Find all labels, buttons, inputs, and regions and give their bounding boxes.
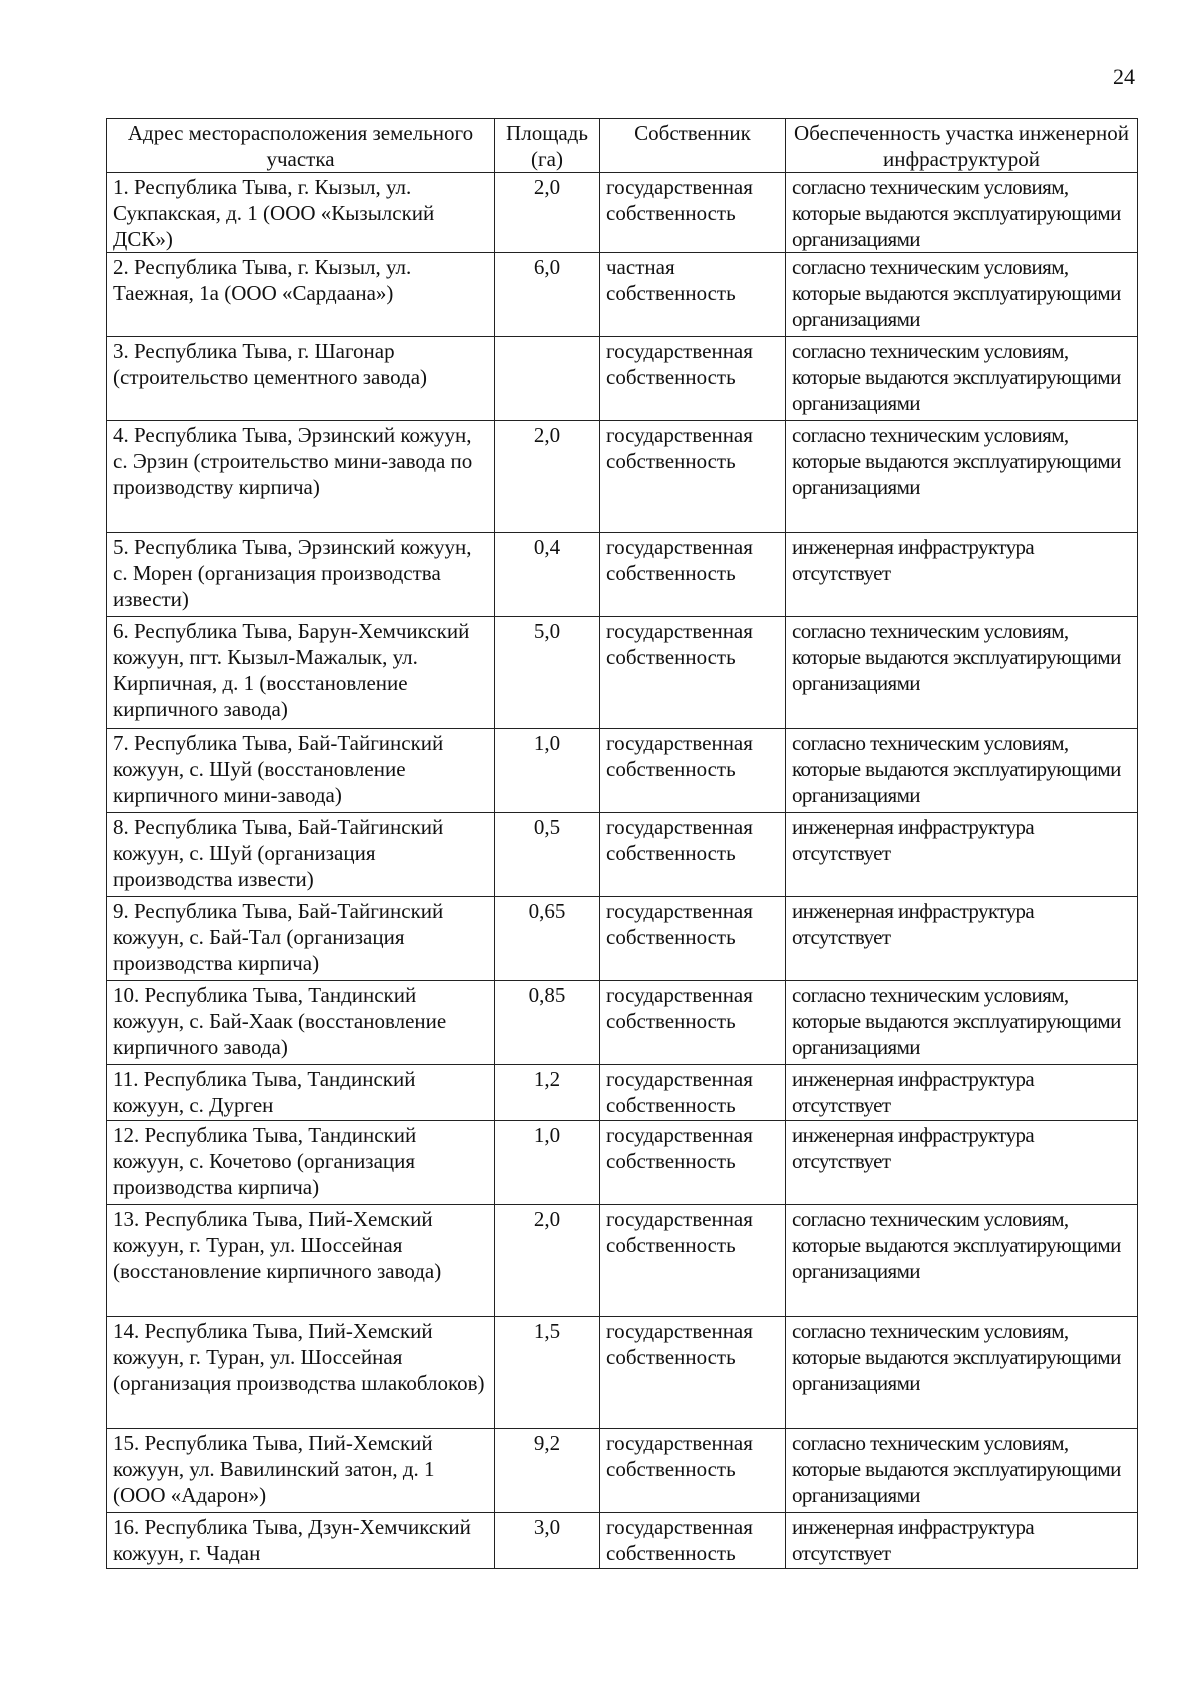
- infrastructure-cell: согласно техническим условиям, которые выдаются эксплуатирующими организациями: [786, 337, 1138, 421]
- land-plots-table: [106, 118, 1138, 1569]
- address-cell: 5. Республика Тыва, Эрзинский кожуун, с. Морен (организация производства извести): [107, 533, 495, 617]
- area-cell: 1,5: [495, 1317, 600, 1429]
- infrastructure-cell: инженерная инфраструктура отсутствует: [786, 533, 1138, 617]
- table-row: [107, 1065, 1138, 1121]
- owner-cell: государственная собственность: [600, 1121, 786, 1205]
- address-cell: 16. Республика Тыва, Дзун-Хемчикский кожуун, г. Чадан: [107, 1513, 495, 1569]
- header-area: Площадь (га): [495, 119, 600, 173]
- address-cell: 13. Республика Тыва, Пий-Хемский кожуун, г. Туран, ул. Шоссейная (восстановление кирпичного завода): [107, 1205, 495, 1317]
- address-cell: 11. Республика Тыва, Тандинский кожуун, с. Дурген: [107, 1065, 495, 1121]
- area-cell: 9,2: [495, 1429, 600, 1513]
- owner-cell: государственная собственность: [600, 1205, 786, 1317]
- infrastructure-cell: инженерная инфраструктура отсутствует: [786, 1065, 1138, 1121]
- area-cell: 0,4: [495, 533, 600, 617]
- header-infrastructure: Обеспеченность участка инженерной инфраструктурой: [786, 119, 1138, 173]
- owner-cell: государственная собственность: [600, 1429, 786, 1513]
- infrastructure-cell: согласно техническим условиям, которые выдаются эксплуатирующими организациями: [786, 421, 1138, 533]
- table-row: [107, 253, 1138, 337]
- infrastructure-cell: согласно техническим условиям, которые выдаются эксплуатирующими организациями: [786, 729, 1138, 813]
- owner-cell: государственная собственность: [600, 1513, 786, 1569]
- address-cell: 8. Республика Тыва, Бай-Тайгинский кожуун, с. Шуй (организация производства извести): [107, 813, 495, 897]
- page-number: 24: [1113, 64, 1135, 89]
- owner-cell: частная собственность: [600, 253, 786, 337]
- table-row: [107, 173, 1138, 253]
- area-cell: 0,85: [495, 981, 600, 1065]
- infrastructure-cell: инженерная инфраструктура отсутствует: [786, 897, 1138, 981]
- infrastructure-cell: согласно техническим условиям, которые выдаются эксплуатирующими организациями: [786, 1429, 1138, 1513]
- area-cell: 2,0: [495, 173, 600, 253]
- address-cell: 9. Республика Тыва, Бай-Тайгинский кожуун, с. Бай-Тал (организация производства кирпича): [107, 897, 495, 981]
- infrastructure-cell: согласно техническим условиям, которые выдаются эксплуатирующими организациями: [786, 1317, 1138, 1429]
- address-cell: 12. Республика Тыва, Тандинский кожуун, с. Кочетово (организация производства кирпича): [107, 1121, 495, 1205]
- address-cell: 2. Республика Тыва, г. Кызыл, ул. Таежная, 1а (ООО «Сардаана»): [107, 253, 495, 337]
- address-cell: 10. Республика Тыва, Тандинский кожуун, с. Бай-Хаак (восстановление кирпичного завода): [107, 981, 495, 1065]
- table-row: [107, 337, 1138, 421]
- area-cell: 0,5: [495, 813, 600, 897]
- area-cell: 2,0: [495, 421, 600, 533]
- header-address: Адрес месторасположения земельного участка: [107, 119, 495, 173]
- address-cell: 14. Республика Тыва, Пий-Хемский кожуун, г. Туран, ул. Шоссейная (организация производства шлакоблоков): [107, 1317, 495, 1429]
- infrastructure-cell: инженерная инфраструктура отсутствует: [786, 1121, 1138, 1205]
- infrastructure-cell: согласно техническим условиям, которые выдаются эксплуатирующими организациями: [786, 253, 1138, 337]
- address-cell: 3. Республика Тыва, г. Шагонар (строительство цементного завода): [107, 337, 495, 421]
- address-cell: 1. Республика Тыва, г. Кызыл, ул. Сукпакская, д. 1 (ООО «Кызылский ДСК»): [107, 173, 495, 253]
- table-header-row: [107, 119, 1138, 173]
- infrastructure-cell: согласно техническим условиям, которые выдаются эксплуатирующими организациями: [786, 173, 1138, 253]
- table-row: [107, 617, 1138, 729]
- header-owner: Собственник: [600, 119, 786, 173]
- table-row: [107, 1429, 1138, 1513]
- owner-cell: государственная собственность: [600, 729, 786, 813]
- address-cell: 4. Республика Тыва, Эрзинский кожуун, с. Эрзин (строительство мини-завода по производству кирпича): [107, 421, 495, 533]
- table-row: [107, 421, 1138, 533]
- infrastructure-cell: согласно техническим условиям, которые выдаются эксплуатирующими организациями: [786, 617, 1138, 729]
- table-row: [107, 1513, 1138, 1569]
- table-row: [107, 981, 1138, 1065]
- owner-cell: государственная собственность: [600, 981, 786, 1065]
- owner-cell: государственная собственность: [600, 897, 786, 981]
- owner-cell: государственная собственность: [600, 421, 786, 533]
- address-cell: 7. Республика Тыва, Бай-Тайгинский кожуун, с. Шуй (восстановление кирпичного мини-завода): [107, 729, 495, 813]
- table-row: [107, 813, 1138, 897]
- area-cell: 1,2: [495, 1065, 600, 1121]
- table-row: [107, 533, 1138, 617]
- table-row: [107, 729, 1138, 813]
- table-row: [107, 1317, 1138, 1429]
- address-cell: 15. Республика Тыва, Пий-Хемский кожуун, ул. Вавилинский затон, д. 1 (ООО «Адарон»): [107, 1429, 495, 1513]
- infrastructure-cell: инженерная инфраструктура отсутствует: [786, 813, 1138, 897]
- area-cell: 5,0: [495, 617, 600, 729]
- owner-cell: государственная собственность: [600, 173, 786, 253]
- owner-cell: государственная собственность: [600, 813, 786, 897]
- owner-cell: государственная собственность: [600, 337, 786, 421]
- table-row: [107, 1205, 1138, 1317]
- address-cell: 6. Республика Тыва, Барун-Хемчикский кожуун, пгт. Кызыл-Мажалык, ул. Кирпичная, д. 1 (восстановление кирпичного завода): [107, 617, 495, 729]
- area-cell: [495, 337, 600, 421]
- infrastructure-cell: согласно техническим условиям, которые выдаются эксплуатирующими организациями: [786, 981, 1138, 1065]
- area-cell: 3,0: [495, 1513, 600, 1569]
- area-cell: 2,0: [495, 1205, 600, 1317]
- owner-cell: государственная собственность: [600, 617, 786, 729]
- table-row: [107, 1121, 1138, 1205]
- infrastructure-cell: инженерная инфраструктура отсутствует: [786, 1513, 1138, 1569]
- owner-cell: государственная собственность: [600, 1065, 786, 1121]
- owner-cell: государственная собственность: [600, 533, 786, 617]
- owner-cell: государственная собственность: [600, 1317, 786, 1429]
- infrastructure-cell: согласно техническим условиям, которые выдаются эксплуатирующими организациями: [786, 1205, 1138, 1317]
- area-cell: 0,65: [495, 897, 600, 981]
- area-cell: 6,0: [495, 253, 600, 337]
- table-row: [107, 897, 1138, 981]
- area-cell: 1,0: [495, 729, 600, 813]
- area-cell: 1,0: [495, 1121, 600, 1205]
